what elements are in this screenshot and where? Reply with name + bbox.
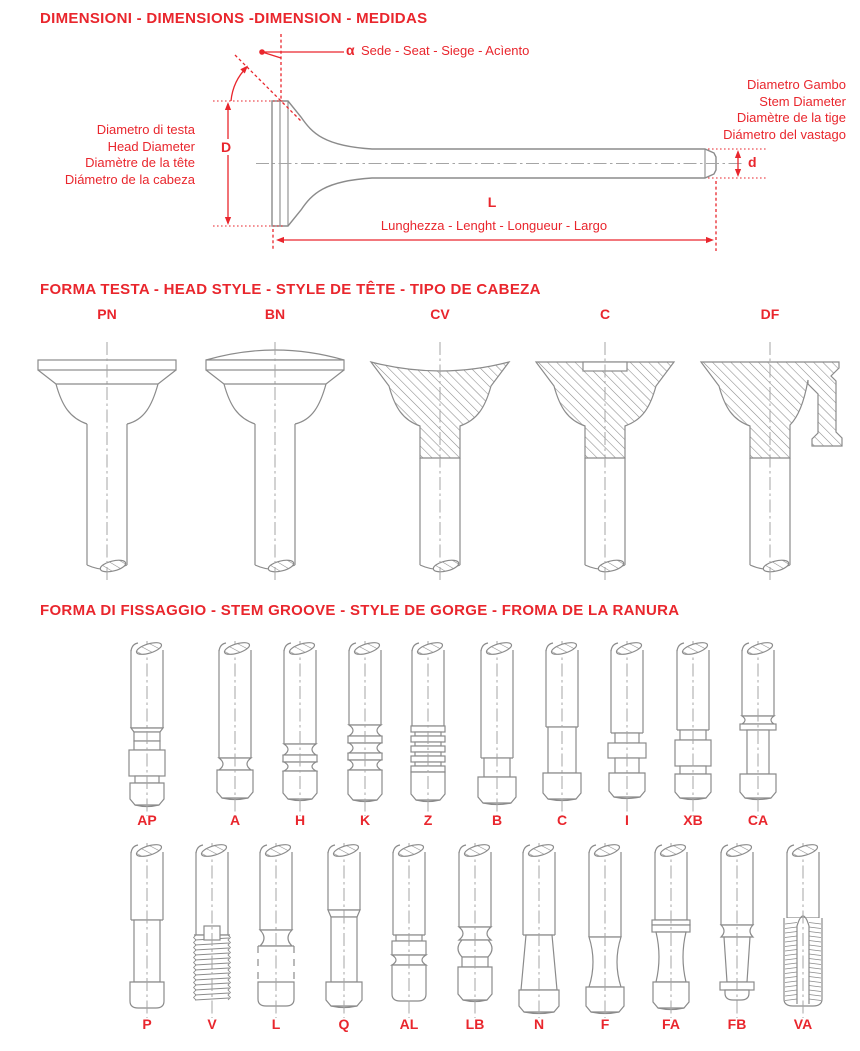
stem-diameter-symbol: d bbox=[748, 154, 757, 170]
stem-groove-figure-row2-V bbox=[184, 842, 240, 1020]
stem-groove-label-row2-AL: AL bbox=[399, 1016, 419, 1032]
stem-groove-figure-row2-P bbox=[119, 842, 175, 1020]
stem-groove-label-row2-V: V bbox=[207, 1016, 217, 1032]
stem-groove-figure-row1-AP bbox=[119, 640, 175, 818]
head-style-label-PN: PN bbox=[97, 306, 117, 322]
alpha-angle-symbol: α bbox=[346, 42, 355, 58]
head-diameter-line-fr: Diamètre de la tête bbox=[85, 155, 195, 170]
seat-label: Sede - Seat - Siege - Acìento bbox=[361, 43, 530, 58]
stem-groove-figure-row1-Z bbox=[400, 640, 456, 818]
head-style-section-title: FORMA TESTA - HEAD STYLE - STYLE DE TÊTE - TIPO DE CABEZA bbox=[40, 281, 541, 298]
dimensions-section-title: DIMENSIONI - DIMENSIONS -DIMENSION - MEDIDAS bbox=[40, 10, 428, 27]
head-style-label-C: C bbox=[599, 306, 611, 322]
stem-groove-label-row1-C: C bbox=[556, 812, 568, 828]
stem-groove-label-row2-VA: VA bbox=[793, 1016, 813, 1032]
stem-groove-label-row2-N: N bbox=[533, 1016, 545, 1032]
stem-groove-figure-row2-VA bbox=[775, 842, 831, 1020]
stem-groove-figure-row2-FA bbox=[643, 842, 699, 1020]
stem-groove-figure-row2-LB bbox=[447, 842, 503, 1020]
stem-groove-label-row2-Q: Q bbox=[338, 1016, 350, 1032]
head-style-figure-CV bbox=[365, 336, 515, 586]
stem-diameter-line-it: Diametro Gambo bbox=[747, 77, 846, 92]
stem-groove-figure-row2-L bbox=[248, 842, 304, 1020]
head-diameter-line-es: Diámetro de la cabeza bbox=[64, 171, 195, 187]
stem-groove-label-row1-Z: Z bbox=[423, 812, 433, 828]
stem-groove-figure-row2-F bbox=[577, 842, 633, 1020]
stem-groove-label-row1-CA: CA bbox=[747, 812, 769, 828]
stem-groove-figure-row1-H bbox=[272, 640, 328, 818]
head-style-figure-C bbox=[530, 336, 680, 586]
stem-groove-figure-row1-A bbox=[207, 640, 263, 818]
stem-diameter-line-es: Diámetro del vastago bbox=[723, 126, 846, 142]
head-style-label-BN: BN bbox=[264, 306, 286, 322]
stem-groove-figure-row1-XB bbox=[665, 640, 721, 818]
stem-groove-section-title: FORMA DI FISSAGGIO - STEM GROOVE - STYLE DE GORGE - FROMA DE LA RANURA bbox=[40, 602, 680, 619]
head-diameter-symbol: D bbox=[221, 139, 232, 155]
stem-groove-figure-row1-K bbox=[337, 640, 393, 818]
stem-groove-label-row1-XB: XB bbox=[683, 812, 703, 828]
stem-groove-label-row2-P: P bbox=[142, 1016, 152, 1032]
stem-groove-figure-row1-C bbox=[534, 640, 590, 818]
head-diameter-line-en: Head Diameter bbox=[107, 138, 195, 154]
stem-groove-label-row1-B: B bbox=[491, 812, 503, 828]
stem-groove-label-row2-LB: LB bbox=[465, 1016, 485, 1032]
stem-groove-figure-row1-I bbox=[599, 640, 655, 818]
head-style-label-CV: CV bbox=[430, 306, 450, 322]
stem-groove-label-row2-F: F bbox=[600, 1016, 610, 1032]
stem-groove-figure-row2-N bbox=[511, 842, 567, 1020]
stem-groove-label-row1-AP: AP bbox=[137, 812, 157, 828]
stem-groove-label-row1-A: A bbox=[229, 812, 241, 828]
stem-groove-figure-row1-CA bbox=[730, 640, 786, 818]
head-diameter-labels bbox=[65, 122, 195, 188]
stem-groove-label-row1-K: K bbox=[359, 812, 371, 828]
stem-groove-label-row2-L: L bbox=[271, 1016, 281, 1032]
head-style-label-DF: DF bbox=[760, 306, 780, 322]
length-symbol: L bbox=[487, 194, 497, 210]
head-style-figure-PN bbox=[32, 336, 182, 586]
stem-diameter-labels bbox=[723, 77, 846, 143]
stem-groove-figure-row2-FB bbox=[709, 842, 765, 1020]
stem-diameter-line-fr: Diamètre de la tige bbox=[736, 110, 846, 125]
stem-groove-label-row2-FB: FB bbox=[727, 1016, 747, 1032]
stem-groove-label-row1-I: I bbox=[625, 812, 629, 828]
stem-groove-label-row2-FA: FA bbox=[662, 1016, 680, 1032]
stem-groove-label-row1-H: H bbox=[294, 812, 306, 828]
head-style-figure-DF bbox=[695, 336, 845, 586]
stem-groove-figure-row2-Q bbox=[316, 842, 372, 1020]
length-label: Lunghezza - Lenght - Longueur - Largo bbox=[380, 218, 608, 233]
stem-groove-figure-row1-B bbox=[469, 640, 525, 818]
head-diameter-line-it: Diametro di testa bbox=[96, 122, 195, 137]
stem-diameter-line-en: Stem Diameter bbox=[759, 93, 846, 109]
stem-groove-figure-row2-AL bbox=[381, 842, 437, 1020]
head-style-figure-BN bbox=[200, 336, 350, 586]
